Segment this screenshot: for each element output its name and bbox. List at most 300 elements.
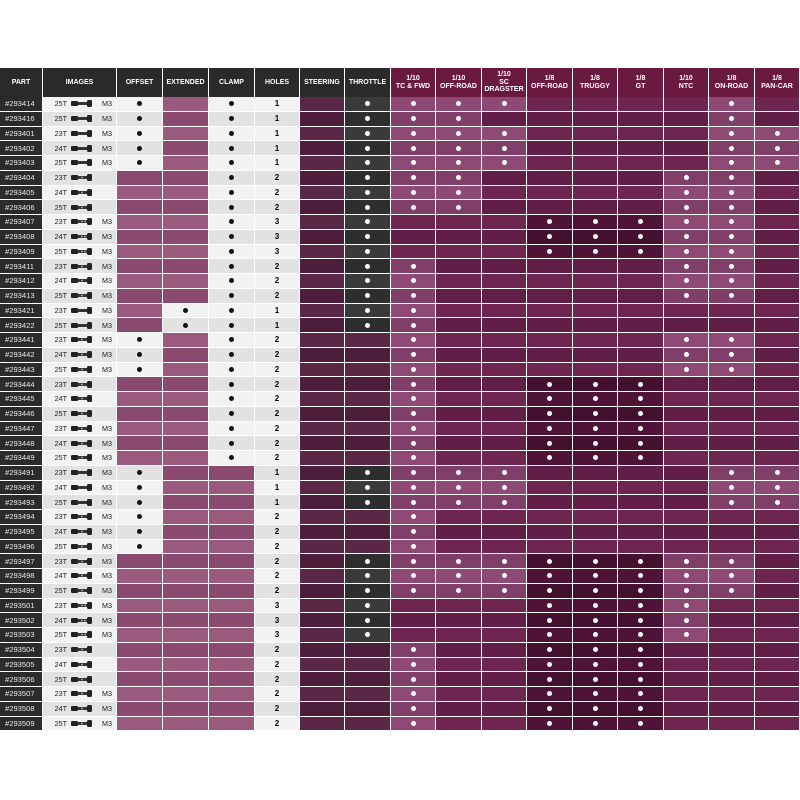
- servo-horn-icon: [71, 217, 93, 226]
- cell-gt: [618, 658, 664, 673]
- or8-dot: [547, 588, 552, 593]
- cell-extended: [163, 318, 209, 333]
- cell-part: [0, 628, 43, 643]
- cell-sc: [482, 495, 527, 510]
- cell-extended: [163, 156, 209, 171]
- cell-throttle: [345, 259, 391, 274]
- cell-or8: [527, 422, 573, 437]
- cell-onroad: [709, 186, 755, 201]
- servo-horn-icon: [71, 203, 93, 212]
- cell-or8: [527, 245, 573, 260]
- cell-steering: [300, 510, 345, 525]
- cell-sc: [482, 584, 527, 599]
- throttle-dot: [365, 131, 370, 136]
- cell-extended: [163, 186, 209, 201]
- thread-size: M3: [102, 438, 112, 448]
- truggy-dot: [593, 706, 598, 711]
- cell-throttle: [345, 628, 391, 643]
- table-row: [0, 422, 800, 437]
- cell-or10: [436, 259, 482, 274]
- cell-ntc: [664, 348, 709, 363]
- gt-dot: [638, 559, 643, 564]
- cell-ntc: [664, 141, 709, 156]
- header-gt: [618, 68, 664, 97]
- cell-onroad: [709, 377, 755, 392]
- cell-extended: [163, 215, 209, 230]
- teeth-count: 25T: [54, 630, 67, 640]
- cell-gt: [618, 333, 664, 348]
- cell-holes: [255, 495, 300, 510]
- gt-dot: [638, 249, 643, 254]
- cell-steering: [300, 97, 345, 112]
- cell-or8: [527, 525, 573, 540]
- cell-holes: [255, 717, 300, 732]
- onroad-dot: [729, 559, 734, 564]
- thread-size: M3: [102, 335, 112, 345]
- tc-dot: [411, 455, 416, 460]
- cell-throttle: [345, 348, 391, 363]
- pancar-dot: [775, 160, 780, 165]
- header-label: OFFSET: [125, 78, 154, 86]
- cell-clamp: [209, 658, 255, 673]
- cell-truggy: [573, 466, 618, 481]
- cell-images: [43, 156, 117, 171]
- cell-offset: [117, 156, 163, 171]
- cell-or8: [527, 97, 573, 112]
- throttle-dot: [365, 603, 370, 608]
- header-label: 1/8: [635, 75, 646, 82]
- cell-offset: [117, 628, 163, 643]
- cell-offset: [117, 274, 163, 289]
- cell-tc: [391, 525, 436, 540]
- cell-gt: [618, 245, 664, 260]
- cell-offset: [117, 672, 163, 687]
- gt-dot: [638, 441, 643, 446]
- clamp-dot: [229, 234, 234, 239]
- truggy-dot: [593, 618, 598, 623]
- cell-sc: [482, 141, 527, 156]
- cell-gt: [618, 436, 664, 451]
- cell-ntc: [664, 230, 709, 245]
- gt-dot: [638, 603, 643, 608]
- teeth-count: 25T: [54, 541, 67, 551]
- ntc-dot: [684, 234, 689, 239]
- header-label: 1/10: [679, 75, 693, 82]
- cell-gt: [618, 363, 664, 378]
- cell-onroad: [709, 687, 755, 702]
- or8-dot: [547, 662, 552, 667]
- cell-pancar: [755, 141, 800, 156]
- cell-clamp: [209, 230, 255, 245]
- header-throttle: [345, 68, 391, 97]
- cell-throttle: [345, 141, 391, 156]
- cell-throttle: [345, 525, 391, 540]
- header-label: HOLES: [264, 78, 290, 86]
- onroad-dot: [729, 190, 734, 195]
- thread-size: M3: [102, 158, 112, 168]
- tc-dot: [411, 470, 416, 475]
- cell-offset: [117, 141, 163, 156]
- clamp-dot: [229, 411, 234, 416]
- cell-ntc: [664, 540, 709, 555]
- gt-dot: [638, 382, 643, 387]
- cell-steering: [300, 554, 345, 569]
- servo-horn-icon: [71, 542, 93, 551]
- clamp-dot: [229, 308, 234, 313]
- tc-dot: [411, 293, 416, 298]
- cell-sc: [482, 613, 527, 628]
- sc-dot: [502, 588, 507, 593]
- holes-count: 1: [274, 128, 280, 138]
- cell-sc: [482, 436, 527, 451]
- holes-count: 2: [274, 541, 280, 551]
- cell-pancar: [755, 510, 800, 525]
- cell-part: [0, 348, 43, 363]
- cell-truggy: [573, 186, 618, 201]
- cell-throttle: [345, 510, 391, 525]
- cell-gt: [618, 304, 664, 319]
- pancar-dot: [775, 485, 780, 490]
- onroad-dot: [729, 205, 734, 210]
- servo-horn-icon: [71, 571, 93, 580]
- header-label: PART: [11, 78, 31, 86]
- cell-extended: [163, 333, 209, 348]
- cell-or10: [436, 466, 482, 481]
- part-number: #293493: [5, 497, 35, 507]
- cell-onroad: [709, 171, 755, 186]
- cell-or10: [436, 245, 482, 260]
- ntc-dot: [684, 618, 689, 623]
- clamp-dot: [229, 190, 234, 195]
- cell-offset: [117, 717, 163, 732]
- cell-extended: [163, 171, 209, 186]
- cell-gt: [618, 510, 664, 525]
- cell-onroad: [709, 510, 755, 525]
- cell-steering: [300, 363, 345, 378]
- header-label: IMAGES: [65, 78, 94, 86]
- throttle-dot: [365, 470, 370, 475]
- cell-tc: [391, 97, 436, 112]
- cell-steering: [300, 318, 345, 333]
- cell-tc: [391, 215, 436, 230]
- cell-sc: [482, 466, 527, 481]
- cell-sc: [482, 318, 527, 333]
- ntc-dot: [684, 588, 689, 593]
- cell-or8: [527, 628, 573, 643]
- cell-or8: [527, 200, 573, 215]
- cell-truggy: [573, 540, 618, 555]
- throttle-dot: [365, 500, 370, 505]
- cell-gt: [618, 171, 664, 186]
- cell-or10: [436, 407, 482, 422]
- cell-or10: [436, 289, 482, 304]
- part-number: #293496: [5, 541, 35, 551]
- cell-holes: [255, 584, 300, 599]
- servo-horn-icon: [71, 394, 93, 403]
- cell-or10: [436, 717, 482, 732]
- clamp-dot: [229, 396, 234, 401]
- cell-images: [43, 259, 117, 274]
- cell-ntc: [664, 333, 709, 348]
- cell-holes: [255, 348, 300, 363]
- cell-truggy: [573, 200, 618, 215]
- teeth-count: 24T: [54, 187, 67, 197]
- cell-or8: [527, 481, 573, 496]
- gt-dot: [638, 632, 643, 637]
- teeth-count: 24T: [54, 615, 67, 625]
- thread-size: M3: [102, 512, 112, 522]
- cell-holes: [255, 613, 300, 628]
- teeth-count: 23T: [54, 305, 67, 315]
- or10-dot: [456, 205, 461, 210]
- cell-pancar: [755, 259, 800, 274]
- throttle-dot: [365, 264, 370, 269]
- cell-offset: [117, 422, 163, 437]
- header-truggy: [573, 68, 618, 97]
- cell-or10: [436, 392, 482, 407]
- gt-dot: [638, 618, 643, 623]
- onroad-dot: [729, 588, 734, 593]
- header-label: OFF-ROAD: [531, 82, 568, 90]
- ntc-dot: [684, 603, 689, 608]
- part-number: #293494: [5, 512, 35, 522]
- cell-ntc: [664, 318, 709, 333]
- cell-part: [0, 643, 43, 658]
- cell-holes: [255, 436, 300, 451]
- cell-part: [0, 481, 43, 496]
- teeth-count: 25T: [54, 202, 67, 212]
- cell-onroad: [709, 613, 755, 628]
- truggy-dot: [593, 691, 598, 696]
- offset-dot: [137, 529, 142, 534]
- teeth-count: 24T: [54, 527, 67, 537]
- sc-dot: [502, 500, 507, 505]
- cell-tc: [391, 628, 436, 643]
- cell-clamp: [209, 141, 255, 156]
- cell-steering: [300, 702, 345, 717]
- table-row: [0, 363, 800, 378]
- cell-holes: [255, 289, 300, 304]
- tc-dot: [411, 662, 416, 667]
- cell-or8: [527, 717, 573, 732]
- teeth-count: 23T: [54, 217, 67, 227]
- tc-dot: [411, 323, 416, 328]
- cell-offset: [117, 495, 163, 510]
- cell-steering: [300, 112, 345, 127]
- holes-count: 2: [274, 202, 280, 212]
- cell-ntc: [664, 658, 709, 673]
- cell-part: [0, 451, 43, 466]
- cell-onroad: [709, 97, 755, 112]
- cell-throttle: [345, 717, 391, 732]
- cell-part: [0, 200, 43, 215]
- cell-offset: [117, 127, 163, 142]
- tc-dot: [411, 175, 416, 180]
- cell-steering: [300, 584, 345, 599]
- servo-horn-icon: [71, 232, 93, 241]
- tc-dot: [411, 573, 416, 578]
- part-number: #293447: [5, 423, 35, 433]
- thread-size: M3: [102, 615, 112, 625]
- thread-size: M3: [102, 246, 112, 256]
- cell-clamp: [209, 274, 255, 289]
- cell-images: [43, 274, 117, 289]
- cell-gt: [618, 584, 664, 599]
- cell-onroad: [709, 274, 755, 289]
- cell-steering: [300, 643, 345, 658]
- table-row: [0, 613, 800, 628]
- cell-ntc: [664, 97, 709, 112]
- cell-extended: [163, 112, 209, 127]
- tc-dot: [411, 101, 416, 106]
- cell-offset: [117, 451, 163, 466]
- header-tc: [391, 68, 436, 97]
- cell-truggy: [573, 348, 618, 363]
- throttle-dot: [365, 249, 370, 254]
- cell-sc: [482, 274, 527, 289]
- cell-pancar: [755, 525, 800, 540]
- cell-or8: [527, 392, 573, 407]
- servo-horn-icon: [71, 512, 93, 521]
- cell-gt: [618, 540, 664, 555]
- cell-or8: [527, 141, 573, 156]
- table-row: [0, 259, 800, 274]
- thread-size: M3: [102, 704, 112, 714]
- cell-part: [0, 141, 43, 156]
- extended-dot: [183, 308, 188, 313]
- cell-offset: [117, 687, 163, 702]
- clamp-dot: [229, 101, 234, 106]
- header-label: TC & FWD: [395, 82, 431, 90]
- cell-sc: [482, 717, 527, 732]
- holes-count: 2: [274, 350, 280, 360]
- throttle-dot: [365, 116, 370, 121]
- cell-or8: [527, 333, 573, 348]
- cell-gt: [618, 97, 664, 112]
- cell-onroad: [709, 215, 755, 230]
- pancar-dot: [775, 470, 780, 475]
- cell-gt: [618, 200, 664, 215]
- cell-clamp: [209, 304, 255, 319]
- cell-throttle: [345, 377, 391, 392]
- clamp-dot: [229, 146, 234, 151]
- cell-tc: [391, 200, 436, 215]
- cell-offset: [117, 200, 163, 215]
- or8-dot: [547, 647, 552, 652]
- thread-size: M3: [102, 364, 112, 374]
- header-or8: [527, 68, 573, 97]
- thread-size: M3: [102, 261, 112, 271]
- truggy-dot: [593, 396, 598, 401]
- part-number: #293501: [5, 600, 35, 610]
- throttle-dot: [365, 573, 370, 578]
- servo-horn-icon: [71, 483, 93, 492]
- cell-images: [43, 127, 117, 142]
- or8-dot: [547, 396, 552, 401]
- cell-offset: [117, 377, 163, 392]
- servo-horn-icon: [71, 645, 93, 654]
- ntc-dot: [684, 352, 689, 357]
- cell-or10: [436, 112, 482, 127]
- cell-or10: [436, 156, 482, 171]
- cell-extended: [163, 672, 209, 687]
- cell-truggy: [573, 259, 618, 274]
- cell-sc: [482, 687, 527, 702]
- header-offset: [117, 68, 163, 97]
- cell-or8: [527, 495, 573, 510]
- clamp-dot: [229, 278, 234, 283]
- cell-clamp: [209, 510, 255, 525]
- throttle-dot: [365, 278, 370, 283]
- cell-or8: [527, 569, 573, 584]
- cell-gt: [618, 422, 664, 437]
- teeth-count: 24T: [54, 350, 67, 360]
- cell-or10: [436, 451, 482, 466]
- cell-images: [43, 687, 117, 702]
- cell-throttle: [345, 112, 391, 127]
- cell-ntc: [664, 171, 709, 186]
- cell-truggy: [573, 363, 618, 378]
- cell-pancar: [755, 392, 800, 407]
- teeth-count: 25T: [54, 674, 67, 684]
- thread-size: M3: [102, 630, 112, 640]
- cell-truggy: [573, 495, 618, 510]
- gt-dot: [638, 411, 643, 416]
- thread-size: M3: [102, 468, 112, 478]
- servo-horn-icon: [71, 291, 93, 300]
- cell-onroad: [709, 363, 755, 378]
- cell-steering: [300, 289, 345, 304]
- table-row: [0, 451, 800, 466]
- cell-offset: [117, 97, 163, 112]
- cell-tc: [391, 230, 436, 245]
- holes-count: 2: [274, 645, 280, 655]
- tc-dot: [411, 529, 416, 534]
- cell-sc: [482, 451, 527, 466]
- servo-horn-icon: [71, 350, 93, 359]
- cell-offset: [117, 702, 163, 717]
- cell-offset: [117, 259, 163, 274]
- cell-clamp: [209, 717, 255, 732]
- onroad-dot: [729, 249, 734, 254]
- cell-steering: [300, 525, 345, 540]
- cell-images: [43, 245, 117, 260]
- cell-steering: [300, 466, 345, 481]
- tc-dot: [411, 441, 416, 446]
- cell-throttle: [345, 274, 391, 289]
- clamp-dot: [229, 382, 234, 387]
- table-row: [0, 377, 800, 392]
- sc-dot: [502, 146, 507, 151]
- header-clamp: [209, 68, 255, 97]
- cell-holes: [255, 127, 300, 142]
- cell-images: [43, 451, 117, 466]
- cell-or10: [436, 554, 482, 569]
- tc-dot: [411, 131, 416, 136]
- tc-dot: [411, 367, 416, 372]
- servo-horn-icon: [71, 321, 93, 330]
- cell-clamp: [209, 186, 255, 201]
- table-row: [0, 554, 800, 569]
- cell-pancar: [755, 422, 800, 437]
- cell-truggy: [573, 599, 618, 614]
- cell-or10: [436, 422, 482, 437]
- cell-sc: [482, 599, 527, 614]
- servo-horn-icon: [71, 586, 93, 595]
- cell-steering: [300, 599, 345, 614]
- cell-part: [0, 259, 43, 274]
- cell-tc: [391, 156, 436, 171]
